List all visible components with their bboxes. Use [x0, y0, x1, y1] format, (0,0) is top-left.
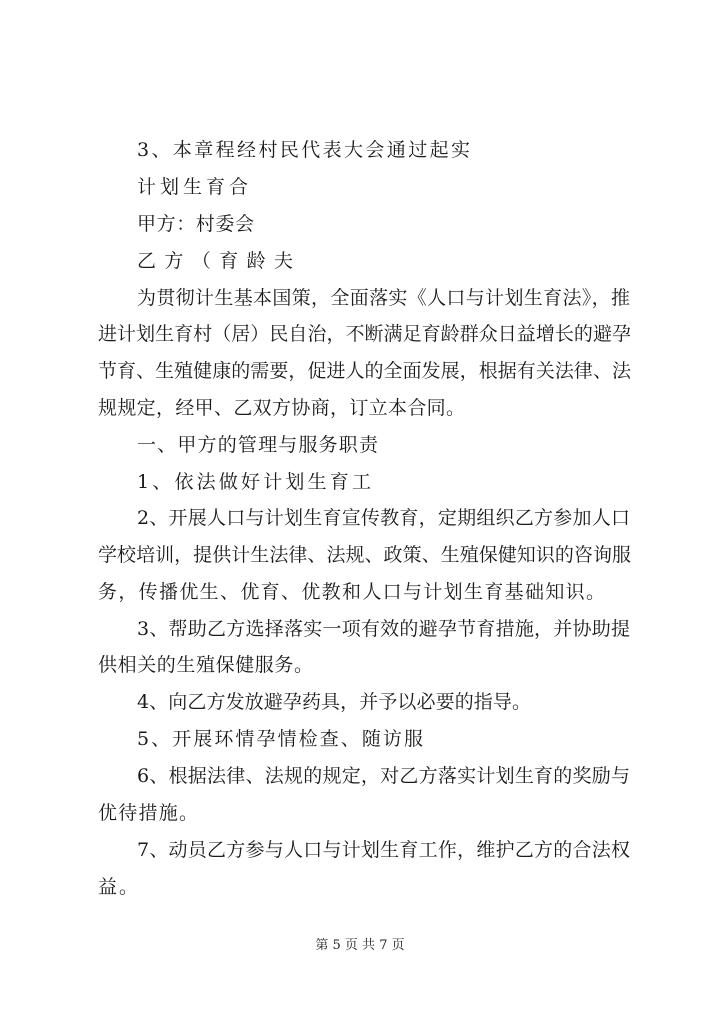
line-text: 为贯彻计生基本国策，全面落实《人口与计划生育法》，推 [137, 287, 630, 309]
list-item [0, 834, 720, 866]
list-item-continued [0, 871, 720, 903]
list-item [0, 686, 720, 718]
line-text: 规规定，经甲、乙双方协商，订立本合同。 [98, 397, 465, 419]
list-item-continued [0, 649, 720, 681]
paragraph-line [0, 392, 720, 424]
line-text: 优待措施。 [98, 802, 198, 824]
section-heading [0, 429, 720, 461]
line-text: 节育、生殖健康的需要，促进人的全面发展，根据有关法律、法 [98, 360, 631, 382]
paragraph-line [0, 282, 720, 314]
list-item [0, 466, 720, 498]
line-text: 学校培训，提供计生法律、法规、政策、生殖保健知识的咨询服 [98, 544, 631, 566]
line-text: 益。 [98, 876, 138, 898]
line-text: 计划生育合 [137, 176, 248, 198]
list-item-continued [0, 539, 720, 571]
line-text: 务，传播优生、优育、优教和人口与计划生育基础知识。 [98, 581, 605, 603]
line-text: 乙方（育龄夫 [137, 250, 293, 272]
list-item [0, 613, 720, 645]
party-a-line [0, 208, 720, 240]
list-item [0, 502, 720, 534]
contract-title [0, 171, 720, 203]
line-text: 一、甲方的管理与服务职责 [137, 434, 378, 456]
line-text: 2、开展人口与计划生育宣传教育，定期组织乙方参加人口 [137, 507, 630, 529]
page-footer [0, 936, 720, 956]
list-item-continued [0, 797, 720, 829]
line-text: 进计划生育村（居）民自治，不断满足育龄群众日益增长的避孕 [98, 323, 631, 345]
party-b-line [0, 245, 720, 277]
paragraph-line [0, 134, 720, 166]
paragraph-line [0, 318, 720, 350]
paragraph-line [0, 355, 720, 387]
line-text: 5、开展环情孕情检查、随访服 [137, 728, 423, 750]
line-text: 6、根据法律、法规的规定，对乙方落实计划生育的奖励与 [137, 765, 630, 787]
line-text: 1、依法做好计划生育工 [137, 471, 371, 493]
line-text: 3、帮助乙方选择落实一项有效的避孕节育措施，并协助提 [137, 618, 630, 640]
page-number: 第 5 页 共 7 页 [315, 938, 405, 953]
line-text: 3、本章程经村民代表大会通过起实 [137, 139, 470, 161]
line-text: 供相关的生殖保健服务。 [98, 654, 313, 676]
list-item [0, 760, 720, 792]
line-text: 4、向乙方发放避孕药具，并予以必要的指导。 [137, 691, 531, 713]
line-text: 甲方：村委会 [137, 213, 254, 235]
list-item-continued [0, 576, 720, 608]
list-item [0, 723, 720, 755]
line-text: 7、动员乙方参与人口与计划生育工作，维护乙方的合法权 [137, 839, 630, 861]
